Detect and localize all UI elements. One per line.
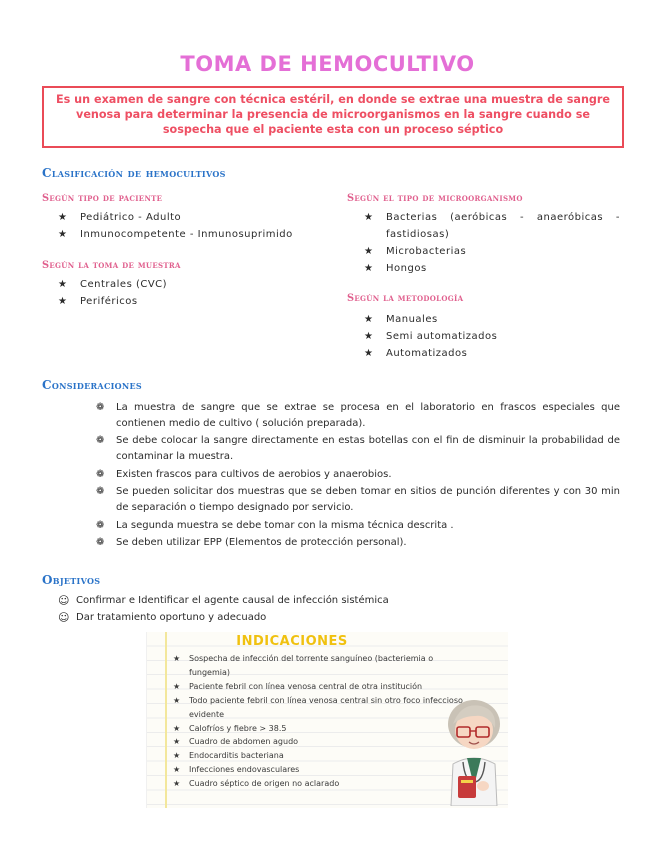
list-item: ❁ Se pueden solicitar dos muestras que se deben tomar en sitios de punción diferentes y con 30 min de separación o tiempo designado por servicio. [96,486,620,513]
margin-line [165,632,167,808]
smiley-icon: ☺ [58,611,70,624]
star-icon: ★ [58,229,67,240]
star-icon: ★ [58,212,67,223]
star-icon: ★ [173,751,181,761]
smiley-icon: ☺ [58,594,70,607]
flower-icon: ❁ [96,468,105,480]
list-item: ❁ Se debe colocar la sangre directamente en estas botellas con el fin de disminuir la probabilidad de contaminar la muestra. [96,435,620,462]
list-item: ★ Cuadro séptico de origen no aclarado [173,777,473,791]
sample-type-list [58,276,318,310]
list-item: ★ Hongos [364,260,620,277]
methodology-list [364,311,620,362]
list-item: ★ Endocarditis bacteriana [173,749,473,763]
list-item: ☺ Confirmar e Identificar el agente causal de infección sistémica [58,594,389,607]
list-item: ★ Sospecha de infección del torrente sanguíneo (bacteriemia o fungemia) [173,654,434,677]
microorganism-type-list [364,209,620,277]
list-item: ★ Infecciones endovasculares [173,763,473,777]
classification-heading: Clasificación de hemocultivos [42,166,226,180]
definition-text: Es un examen de sangre con técnica estéril, en donde se extrae una muestra de sangre venosa para determinar la presencia de microorganismos en la sangre cuando se sospecha que el paciente esta con un proceso séptico [55,93,611,136]
indications-heading: INDICACIONES [236,634,348,649]
indications-list [173,652,473,791]
star-icon: ★ [364,348,373,359]
considerations-heading: Consideraciones [42,378,143,392]
list-item: ❁ La muestra de sangre que se extrae se procesa en el laboratorio en frascos especiales que contienen medio de cultivo ( solución preparada). [96,402,620,429]
list-item: ★ Paciente febril con línea venosa central de otra institución [173,680,473,694]
list-item: ★ Inmunocompetente - Inmunosuprimido [58,226,318,243]
list-item: ❁ La segunda muestra se debe tomar con la misma técnica descrita . [96,518,620,534]
star-icon: ★ [173,681,181,691]
star-icon: ★ [364,246,373,257]
patient-type-heading: Según tipo de paciente [42,193,163,204]
list-item: ★ Cuadro de abdomen agudo [173,735,473,749]
list-item: ★ Semi automatizados [364,328,620,345]
star-icon: ★ [364,331,373,342]
flower-icon: ❁ [96,486,105,498]
list-item: ★ Centrales (CVC) [58,276,318,293]
objectives-list [58,592,389,626]
list-item: ★ Calofríos y fiebre > 38.5 [173,722,473,736]
star-icon: ★ [173,723,181,733]
flower-icon: ❁ [96,435,105,447]
flower-icon: ❁ [96,402,105,413]
objectives-heading: Objetivos [42,573,101,587]
star-icon: ★ [173,737,181,747]
star-icon: ★ [58,296,67,307]
list-item: ★ Bacterias (aeróbicas - anaeróbicas - fastidiosas) [364,209,620,243]
patient-type-list [58,209,318,243]
list-item: ☺ Dar tratamiento oportuno y adecuado [58,611,267,624]
definition-box [42,86,624,148]
star-icon: ★ [58,279,67,290]
list-item: ★ Microbacterias [364,243,620,260]
list-item: ★ Pediátrico - Adulto [58,209,318,226]
sample-type-heading: Según la toma de muestra [42,260,181,271]
doctor-avatar-illustration [441,694,507,806]
star-icon: ★ [364,314,373,325]
flower-icon: ❁ [96,537,105,549]
page-title: TOMA DE HEMOCULTIVO [180,52,475,76]
list-item: ★ Periféricos [58,293,318,310]
list-item: ❁ Se deben utilizar EPP (Elementos de protección personal). [96,535,620,551]
star-icon: ★ [173,695,181,705]
star-icon: ★ [364,212,373,223]
methodology-heading: Según la metodología [347,293,464,304]
star-icon: ★ [173,779,181,789]
list-item: ★ Automatizados [364,345,620,362]
list-item: ★ Manuales [364,311,620,328]
star-icon: ★ [173,765,181,775]
star-icon: ★ [173,654,181,663]
list-item: ★ Todo paciente febril con línea venosa central sin otro foco infeccioso evidente [173,695,463,719]
flower-icon: ❁ [96,519,105,531]
microorganism-type-heading: Según el tipo de microorganismo [347,193,523,204]
considerations-list [96,400,620,553]
list-item: ❁ Existen frascos para cultivos de aerobios y anaerobios. [96,467,620,483]
indications-card [146,632,508,808]
star-icon: ★ [364,263,373,274]
